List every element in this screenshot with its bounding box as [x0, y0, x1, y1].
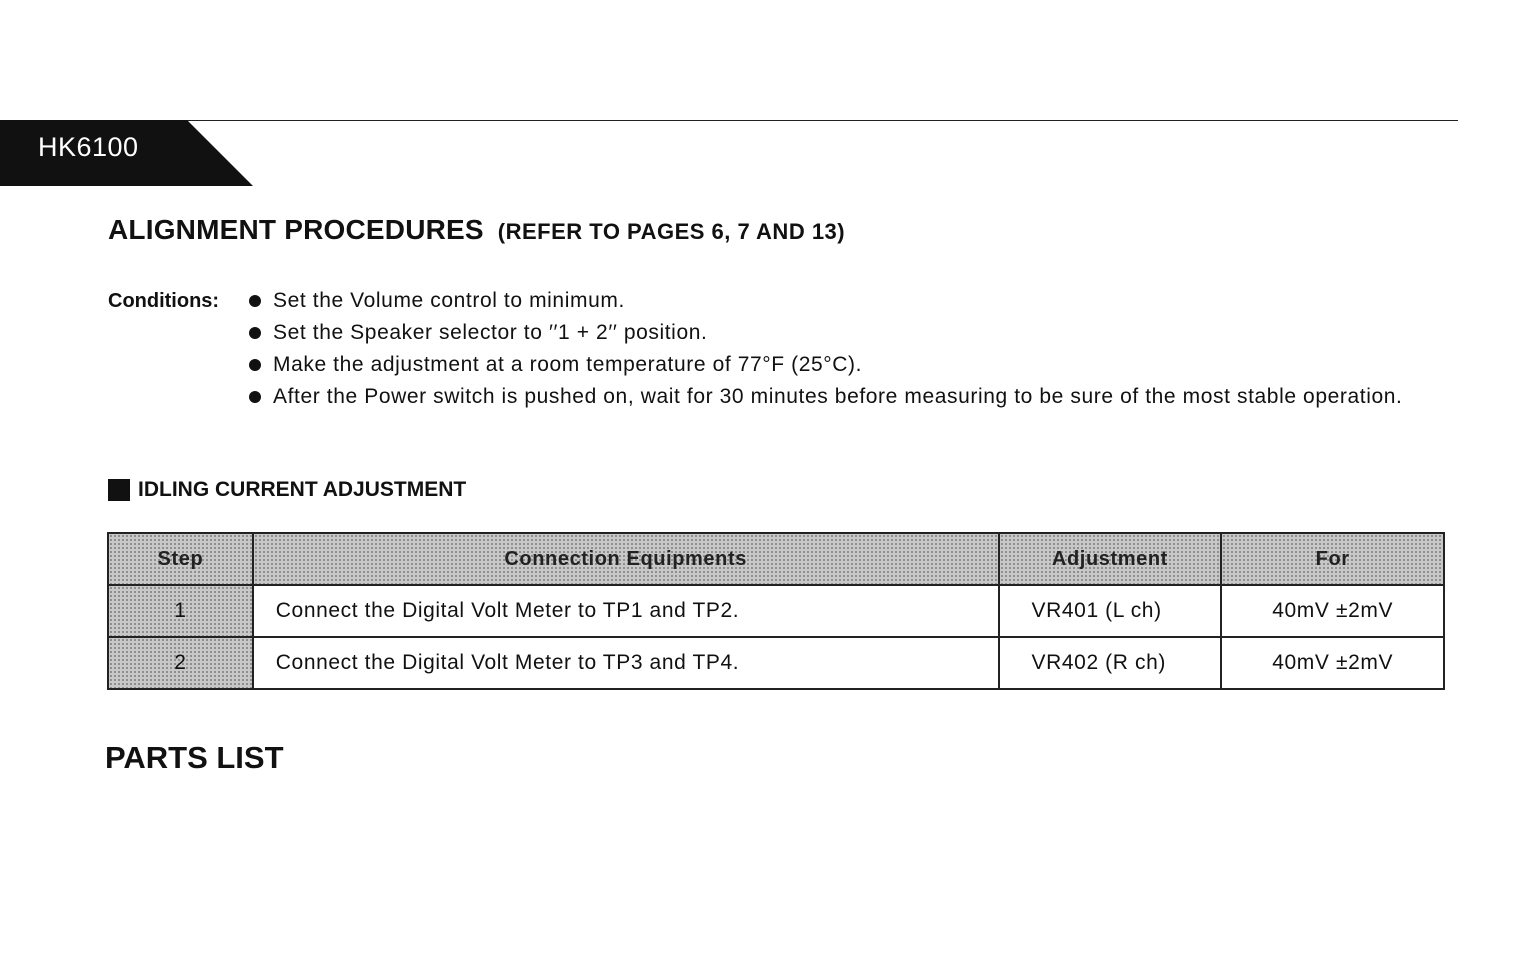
condition-text: Set the Volume control to minimum.	[273, 289, 625, 312]
idling-table	[107, 532, 1445, 690]
adjustment-cell: VR402 (R ch)	[999, 637, 1222, 689]
column-header-connection: Connection Equipments	[253, 533, 999, 585]
step-cell: 2	[108, 637, 253, 689]
condition-text: Set the Speaker selector to ′′1 + 2′′ position.	[273, 321, 708, 344]
adjustment-cell: VR401 (L ch)	[999, 585, 1222, 637]
connection-cell: Connect the Digital Volt Meter to TP3 and TP4.	[253, 637, 999, 689]
parts-list-title: PARTS LIST	[105, 740, 284, 775]
condition-item	[245, 381, 1453, 413]
column-header-adjustment: Adjustment	[999, 533, 1222, 585]
condition-item	[245, 285, 1453, 317]
bullet-icon	[249, 327, 261, 339]
model-label: HK6100	[38, 132, 139, 162]
conditions-list	[245, 285, 1453, 413]
for-cell: 40mV ±2mV	[1221, 637, 1444, 689]
connection-cell: Connect the Digital Volt Meter to TP1 and TP2.	[253, 585, 999, 637]
column-header-for: For	[1221, 533, 1444, 585]
for-cell: 40mV ±2mV	[1221, 585, 1444, 637]
condition-item	[245, 317, 1453, 349]
table-header-row	[108, 533, 1444, 585]
conditions-label: Conditions:	[108, 290, 220, 312]
condition-item	[245, 349, 1453, 381]
alignment-title-text: ALIGNMENT PROCEDURES	[108, 214, 484, 245]
square-bullet-icon	[108, 479, 130, 501]
idling-title-text: IDLING CURRENT ADJUSTMENT	[138, 478, 467, 501]
bullet-icon	[249, 359, 261, 371]
alignment-title	[108, 214, 845, 246]
column-header-step: Step	[108, 533, 253, 585]
table-row	[108, 637, 1444, 689]
idling-title	[108, 478, 466, 502]
table-row	[108, 585, 1444, 637]
bullet-icon	[249, 295, 261, 307]
step-cell: 1	[108, 585, 253, 637]
bullet-icon	[249, 391, 261, 403]
condition-text: After the Power switch is pushed on, wait for 30 minutes before measuring to be sure of the most stable operation.	[273, 385, 1403, 408]
alignment-subtitle: (REFER TO PAGES 6, 7 AND 13)	[497, 219, 846, 244]
condition-text: Make the adjustment at a room temperature of 77°F (25°C).	[273, 353, 863, 376]
top-rule	[0, 120, 1458, 121]
